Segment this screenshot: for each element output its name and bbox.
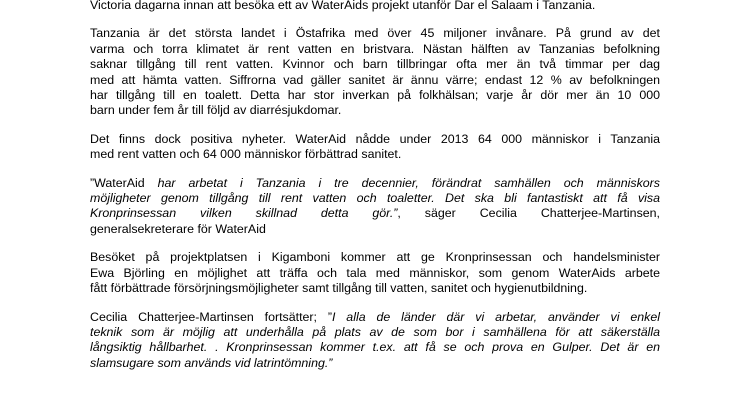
text-line: med rent vatten och 64 000 människor förbättrad sanitet. (90, 147, 402, 162)
quote-lead: ”WaterAid (90, 175, 158, 190)
text-line (90, 176, 660, 191)
text-line (90, 325, 660, 340)
quote-text: I alla de länder där vi arbetar, använder vi enkel (331, 309, 660, 324)
text-line: barn under fem år till följd av diarrésjukdomar. (90, 103, 342, 118)
text-line (90, 356, 660, 371)
quote-text: har arbetat i Tanzania i tre decennier, förändrat samhällen och människors (157, 175, 660, 190)
text-line: Tanzania är det största landet i Östafrika med över 45 miljoner invånare. På grund av det (90, 26, 660, 41)
text-line: fått förbättrade försörjningsmöjligheter samt tillgång till vatten, sanitet och hygienutbildning. (90, 281, 588, 296)
text-line (90, 191, 660, 206)
text-line (90, 206, 660, 221)
paragraph-positive-news (90, 132, 660, 163)
paragraph-quote-secretary-general (90, 176, 660, 238)
quote-lead: Cecilia Chatterjee-Martinsen fortsätter; ” (90, 309, 332, 324)
paragraph-tanzania-facts (90, 26, 660, 118)
text-line (90, 340, 660, 355)
document-body (90, 0, 660, 371)
quote-text: slamsugare som används vid latrintömning.” (90, 355, 333, 370)
text-line: Victoria dagarna innan att besöka ett av WaterAids projekt utanför Dar el Salaam i Tanzania. (90, 0, 596, 12)
quote-attribution: , säger Cecilia Chatterjee-Martinsen, (397, 206, 660, 221)
quote-text: möjligheter genom tillgång till rent vatten och toaletter. Det ska bli fantastiskt att få visa (90, 191, 660, 206)
text-line: Besöket på projektplatsen i Kigamboni kommer att ge Kronprinsessan och handelsminister (90, 250, 660, 265)
text-line (90, 310, 660, 325)
quote-text: teknik som är möjlig att underhålla på plats av de som bor i samhällena för att säkerställa (90, 324, 660, 339)
text-line: varma och torra klimatet är rent vatten en bristvara. Nästan hälften av Tanzanias befolkning (90, 41, 660, 56)
quote-text: långsiktig hållbarhet. . Kronprinsessan kommer t.ex. att få se och prova en Gulper. Det är en (90, 340, 660, 355)
text-line: generalsekreterare för WaterAid (90, 221, 266, 236)
paragraph-quote-continues (90, 310, 660, 372)
text-line: Det finns dock positiva nyheter. WaterAid nådde under 2013 64 000 människor i Tanzania (90, 131, 660, 146)
text-line: har tillgång till en toalett. Detta har stor inverkan på folkhälsan; varje år dör mer än 10 000 (90, 88, 660, 103)
quote-text: Kronprinsessan vilken skillnad detta gör.” (90, 206, 398, 221)
text-line: saknar tillgång till rent vatten. Kvinnor och barn tillbringar ofta mer än två timmar per dag (90, 57, 660, 72)
paragraph-intro-continuation (90, 0, 660, 13)
text-line: med att hämta vatten. Siffrorna vad gäller sanitet är ännu värre; endast 12 % av befolkningen (90, 72, 660, 87)
text-line: Ewa Björling en möjlighet att träffa och tala med människor, som genom WaterAids arbete (90, 265, 660, 280)
paragraph-kigamboni-visit (90, 250, 660, 296)
